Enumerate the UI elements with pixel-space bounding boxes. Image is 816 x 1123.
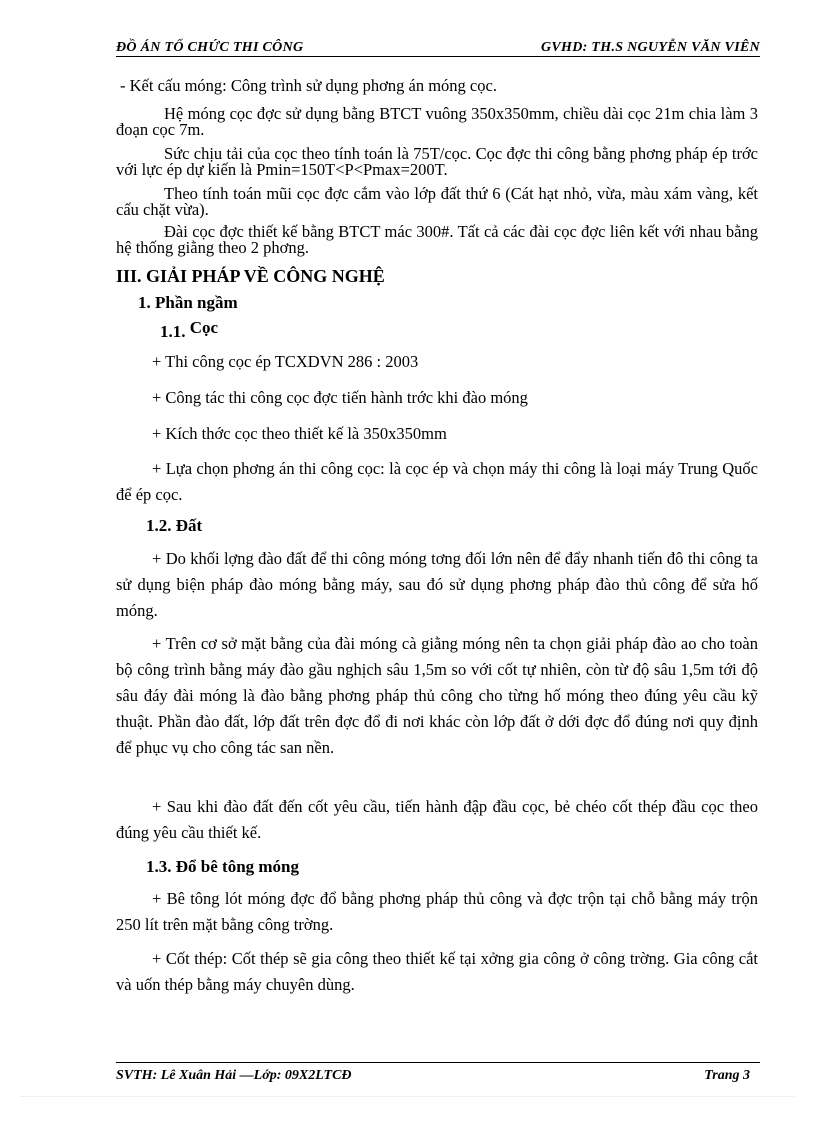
footer-rule [116,1062,760,1063]
subsection-1-title: 1. Phần ngầm [138,293,238,312]
section-3-title: III. GIẢI PHÁP VỀ CÔNG NGHỆ [116,266,385,286]
page-header [116,40,760,56]
page-bottom-dotted-line [20,1096,796,1097]
foundation-para-2: Sức chịu tải của cọc theo tính toán là 75T/cọc. Cọc đợc thi công bằng phơng pháp ép trớc với lực ép dự kiến là Pmin=150T<P<Pmax=200T. [116,144,758,179]
subsection-1-1-title [160,318,219,342]
subsection-1-2-title: 1.2. Đất [146,516,203,535]
foundation-para-4: Đài cọc đợc thiết kế bằng BTCT mác 300#. Tất cả các đài cọc đợc liên kết với nhau bằng hệ thống giằng theo 2 phơng. [116,222,758,257]
subsection-1-3-title: 1.3. Đổ bê tông móng [146,857,300,876]
pile-selection-para: + Lựa chọn phơng án thi công cọc: là cọc ép và chọn máy thi công là loại máy Trung Quốc để ép cọc. [116,459,758,504]
pile-item-1: + Thi công cọc ép TCXDVN 286 : 2003 [152,352,419,371]
foundation-intro: - Kết cấu móng: Công trình sử dụng phơng án móng cọc. [120,76,497,95]
page-number: Trang 3 [704,1068,750,1083]
foundation-para-1: Hệ móng cọc đợc sử dụng bằng BTCT vuông 350x350mm, chiều dài cọc 21m chia làm 3 đoạn cọc 7m. [116,104,758,139]
header-advisor: GVHD: TH.S NGUYỄN VĂN VIÊN [541,40,760,55]
pile-item-3: + Kích thớc cọc theo thiết kế là 350x350mm [152,424,447,443]
concrete-para-2: + Cốt thép: Cốt thép sẽ gia công theo thiết kế tại xởng gia công ở công trờng. Gia công cắt và uốn thép bằng máy chuyên dùng. [116,949,758,994]
header-title: ĐỒ ÁN TỔ CHỨC THI CÔNG [116,40,304,55]
footer-student: SVTH: Lê Xuân Hải —Lớp: 09X2LTCĐ [116,1068,352,1083]
soil-para-3: + Sau khi đào đất đến cốt yêu cầu, tiến hành đập đầu cọc, bẻ chéo cốt thép đầu cọc theo đúng yêu cầu thiết kế. [116,797,758,842]
soil-para-2: + Trên cơ sở mặt bằng của đài móng cà giằng móng nên ta chọn giải pháp đào ao cho toàn bộ công trình bằng máy đào gầu nghịch sâu 1,5m so với cốt tự nhiên, còn từ độ sâu 1,5m tới độ sâu đáy đài móng là đào bằng phơng pháp thủ công cho từng hố móng theo đúng yêu cầu kỹ thuật. Phần đào đất, lớp đất trên đợc đổ đi nơi khác còn lớp đất ở dới đợc đổ đúng nơi quy định để phục vụ cho công tác san nền. [116,634,758,757]
subsection-1-1-number: 1.1. [160,322,186,341]
subsection-1-1-label: Cọc [189,318,219,337]
soil-para-1: + Do khối lợng đào đất để thi công móng tơng đối lớn nên để đẩy nhanh tiến đô thi công ta sử dụng biện pháp đào móng bằng máy, sau đó sử dụng phơng pháp đào thủ công để sửa hố móng. [116,549,758,620]
pile-item-2: + Công tác thi công cọc đợc tiến hành trớc khi đào móng [152,388,528,407]
concrete-para-1: + Bê tông lót móng đợc đổ bằng phơng pháp thủ công và đợc trộn tại chỗ bằng máy trộn 250 lít trên mặt bằng công trờng. [116,889,758,934]
foundation-para-3: Theo tính toán mũi cọc đợc cắm vào lớp đất thứ 6 (Cát hạt nhỏ, vừa, màu xám vàng, kết cấu chặt vừa). [116,184,758,219]
header-rule [116,56,760,57]
